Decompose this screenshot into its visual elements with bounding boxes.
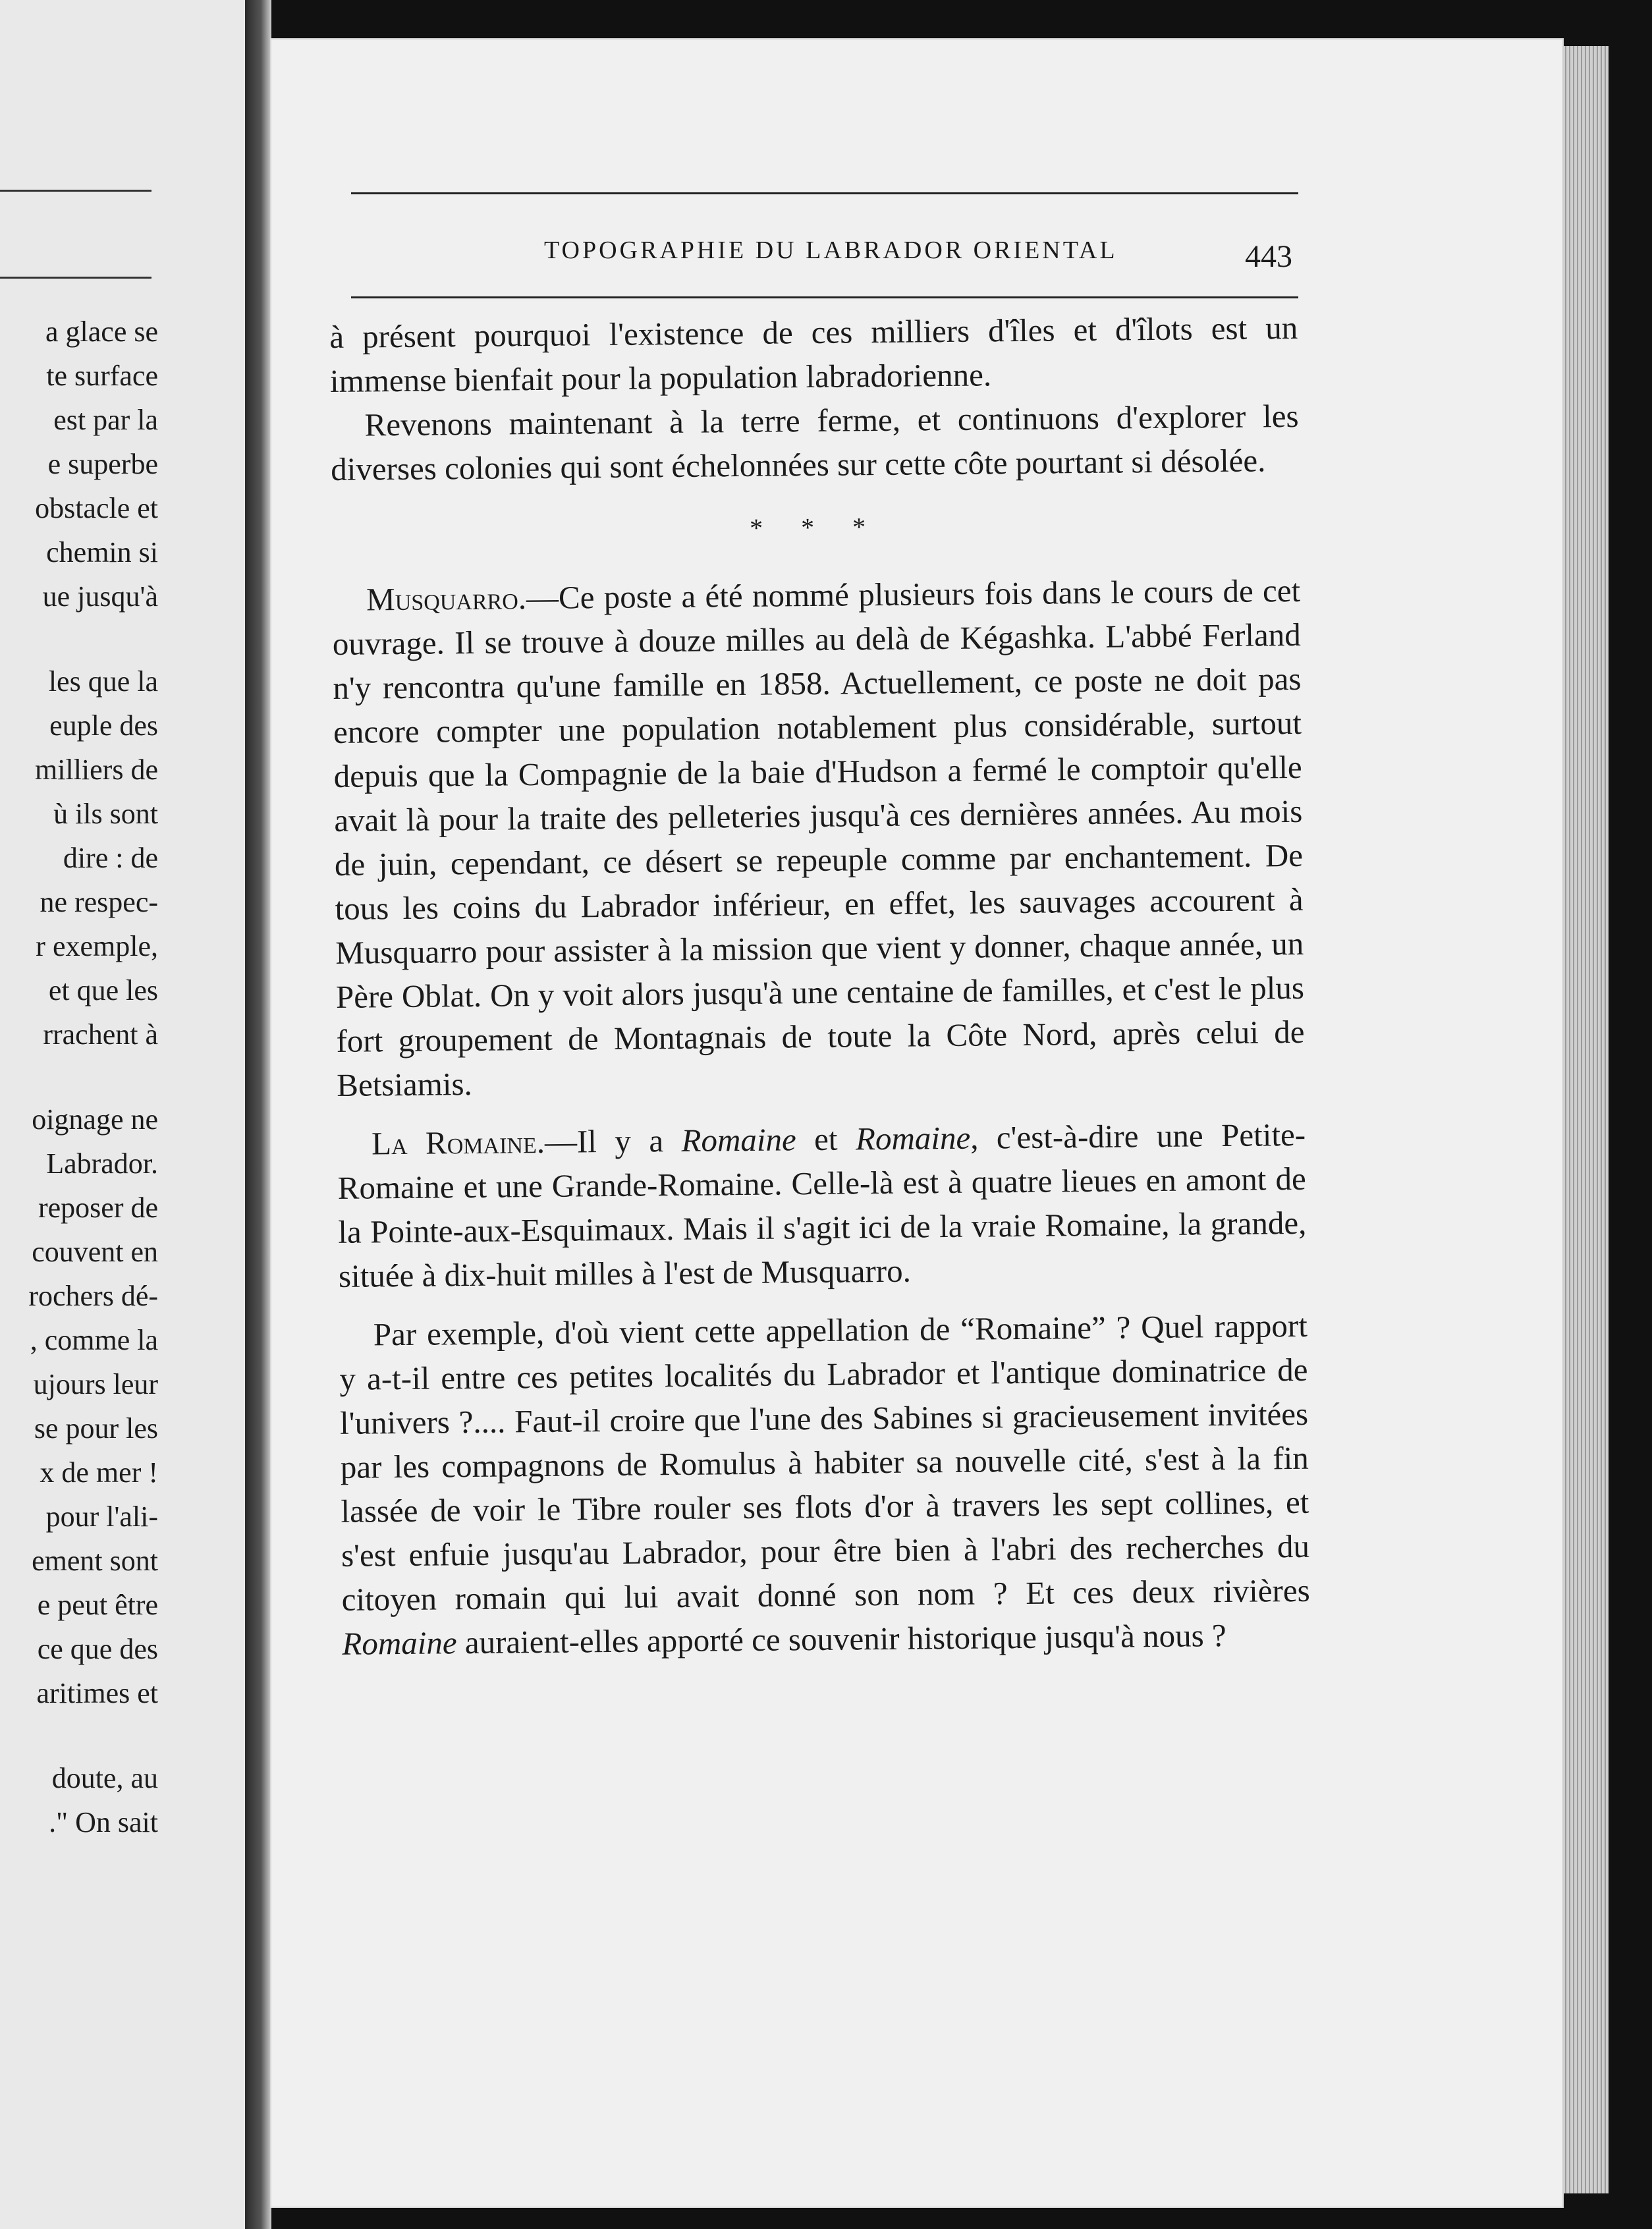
left-page-line: te surface [46,360,158,392]
left-header-rule [0,190,151,192]
musquarro-heading: Musquarro. [366,580,527,618]
page-number: 443 [1245,239,1292,274]
left-page-line: pour l'ali- [45,1500,158,1533]
left-page-line: milliers de [35,754,158,786]
left-page-line: , comme la [30,1324,158,1356]
paragraph-la-romaine [337,1113,1308,1298]
romaine-origin-text-a: Par exemple, d'où vient cette appellation de “Romaine” ? Quel rapport y a-t-il entre ces petites localités du Labrador et l'antique dominatrice de l'univers ?.... Faut-il croire que l'une des Sabines si gracieusement invitées par les compagnons de Romulus à habiter sa nouvelle cité, s'est à la fin lassée de voir le Tibre rouler ses flots d'or à travers les sept collines, et s'est enfuie jusqu'au Labrador, pour être bien à l'abri des recherches du citoyen romain qui lui avait donné son nom ? Et ces deux rivières [339,1307,1310,1618]
romaine-origin-text-b: auraient-elles apporté ce souvenir historique jusqu'à nous ? [456,1617,1226,1661]
left-page-line: euple des [49,709,158,742]
left-page [0,0,245,2229]
left-page-line: ne respec- [40,886,158,918]
book-gutter [245,0,271,2229]
left-page-line: rochers dé- [28,1280,158,1312]
page-edges [1562,46,1609,2193]
left-page-line: r exemple, [36,930,158,962]
header-underline [351,296,1298,298]
la-romaine-text-c: , c'est-à-dire une Petite-Romaine et une Grande-Romaine. Celle-là est à quatre lieues en amont de la Pointe-aux-Esquimaux. Mais il s'agit ici de la vraie Romaine, la grande, située à dix-huit milles à l'est de Musquarro. [337,1116,1307,1294]
la-romaine-heading: La Romaine. [371,1123,545,1162]
la-romaine-text-b: et [796,1120,856,1158]
left-page-line: ement sont [32,1545,158,1577]
left-page-line: oignage ne [32,1103,158,1136]
left-page-line: couvent en [32,1236,158,1268]
romaine-italic-2: Romaine [855,1119,971,1157]
left-page-line: et que les [48,974,158,1006]
header-rule [351,192,1298,194]
left-page-line: les que la [48,665,158,698]
left-page-line: ue jusqu'à [42,580,158,613]
left-page-line: dire : de [63,842,158,874]
left-page-line: obstacle et [35,492,158,524]
left-page-line: ujours leur [33,1368,158,1400]
left-page-line: ce que des [37,1633,158,1665]
romaine-italic-1: Romaine [681,1121,796,1159]
section-separator: * * * [749,511,882,543]
paragraph-musquarro [332,568,1306,1107]
left-page-line: a glace se [45,316,158,348]
left-page-line: e peut être [37,1589,158,1621]
left-page-text [0,310,158,1844]
left-page-line: reposer de [38,1192,158,1224]
left-page-line: rrachent à [43,1018,158,1051]
left-page-line: x de mer ! [40,1456,158,1489]
left-page-line: chemin si [46,536,158,568]
left-page-line: e superbe [47,448,158,480]
left-page-line: aritimes et [36,1677,158,1709]
left-header-underline [0,277,151,279]
left-page-line: doute, au [51,1762,158,1794]
left-page-line: ." On sait [49,1806,158,1838]
musquarro-text: —Ce poste a été nommé plusieurs fois dans le cours de cet ouvrage. Il se trouve à douze milles au delà de Kégashka. L'abbé Ferland n'y rencontra qu'une famille en 1858. Actuellement, ce poste ne doit pas encore compter une population notablement plus considérable, surtout depuis que la Compagnie de la baie d'Hudson a fermé le comptoir qu'elle avait là pour la traite des pelleteries jusqu'à ces dernières années. Au mois de juin, cependant, ce désert se repeuple comme par enchantement. De tous les coins du Labrador inférieur, en effet, les sauvages accourent à Musquarro pour assister à la mission que vient y donner, chaque année, un Père Oblat. On y voit alors jusqu'à une centaine de familles, et c'est le plus fort groupement de Montagnais de toute la Côte Nord, après celui de Betsiamis. [332,572,1305,1103]
paragraph-romaine-origin [339,1304,1311,1666]
paragraph-2: Revenons maintenant à la terre ferme, et continuons d'explorer les diverses colonies qui sont échelonnées sur cette côte pourtant si désolée. [330,397,1299,487]
romaine-italic-3: Romaine [342,1624,457,1662]
body-text [329,306,1311,1666]
left-page-line: Labrador. [46,1147,158,1180]
paragraph-1: à présent pourquoi l'existence de ces milliers d'îles et d'îlots est un immense bienfait pour la population labradorienne. [329,309,1298,399]
la-romaine-text-a: —Il y a [544,1122,682,1160]
left-page-line: est par la [53,404,158,436]
left-page-line: ù ils sont [53,798,158,830]
left-page-line: se pour les [34,1412,158,1445]
running-title: TOPOGRAPHIE DU LABRADOR ORIENTAL [544,236,1118,264]
